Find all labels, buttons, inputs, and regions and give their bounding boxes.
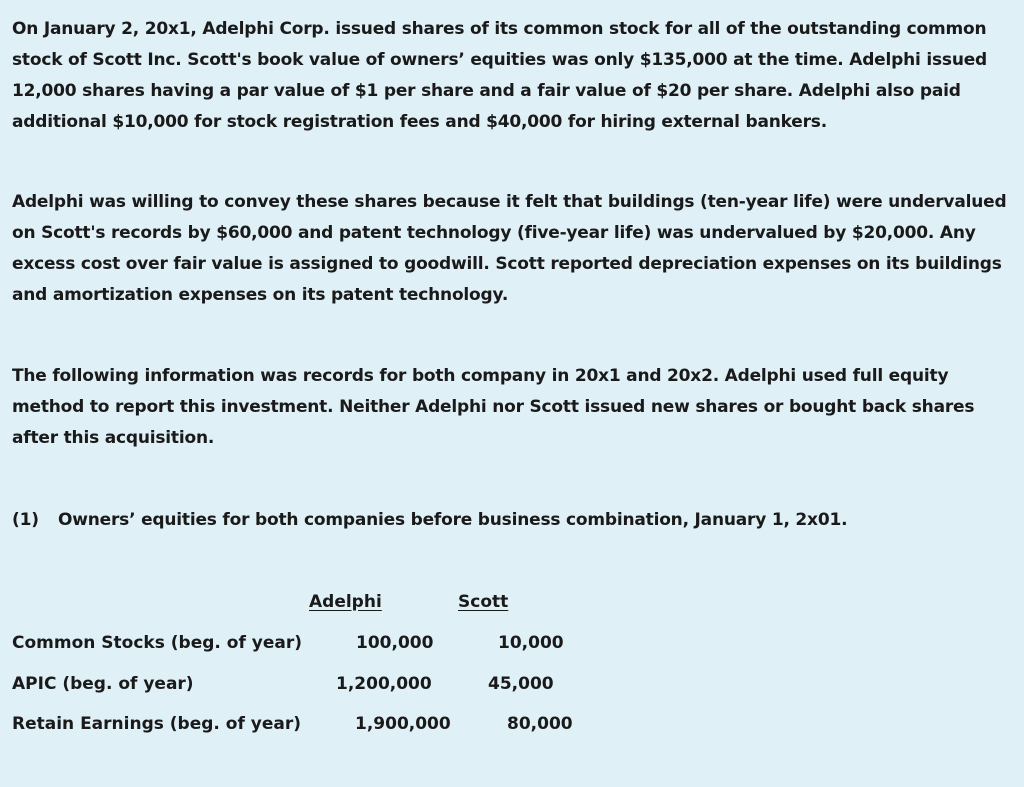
- section-number: (1): [12, 510, 39, 530]
- row-label-retained-earnings: Retain Earnings (beg. of year): [12, 714, 302, 734]
- column-header-scott: Scott: [458, 592, 509, 612]
- cell-adelphi-apic: 1,200,000: [336, 674, 432, 694]
- section-title: Owners’ equities for both companies before business combination, January 1, 2x01.: [58, 510, 848, 530]
- paragraph-undervalued-assets: Adelphi was willing to convey these shares because it felt that buildings (ten-year life) were undervalued on Scott's records by $60,000 and patent technology (five-year life) was undervalued by $20,000. Any excess cost over fair value is assigned to goodwill. Scott reported depreciation expenses on its buildings and amortization expenses on its patent technology.: [12, 192, 1007, 305]
- section-heading: [12, 505, 847, 536]
- cell-adelphi-retained-earnings: 1,900,000: [355, 714, 451, 734]
- row-label-apic: APIC (beg. of year): [12, 674, 194, 694]
- cell-scott-common-stocks: 10,000: [498, 633, 564, 653]
- paragraph-equity-method: The following information was records for both company in 20x1 and 20x2. Adelphi used full equity method to report this investment. Neither Adelphi nor Scott issued new shares or bought back shares after this acquisition.: [12, 366, 975, 448]
- cell-scott-retained-earnings: 80,000: [507, 714, 573, 734]
- cell-adelphi-common-stocks: 100,000: [356, 633, 434, 653]
- column-header-adelphi: Adelphi: [309, 592, 382, 612]
- paragraph-acquisition-terms: On January 2, 20x1, Adelphi Corp. issued shares of its common stock for all of the outstanding common stock of Scott Inc. Scott's book value of owners’ equities was only $135,000 at the time. Adelphi issued 12,000 shares having a par value of $1 per share and a fair value of $20 per share. Adelphi also paid additional $10,000 for stock registration fees and $40,000 for hiring external bankers.: [12, 19, 988, 132]
- cell-scott-apic: 45,000: [488, 674, 554, 694]
- row-label-common-stocks: Common Stocks (beg. of year): [12, 633, 302, 653]
